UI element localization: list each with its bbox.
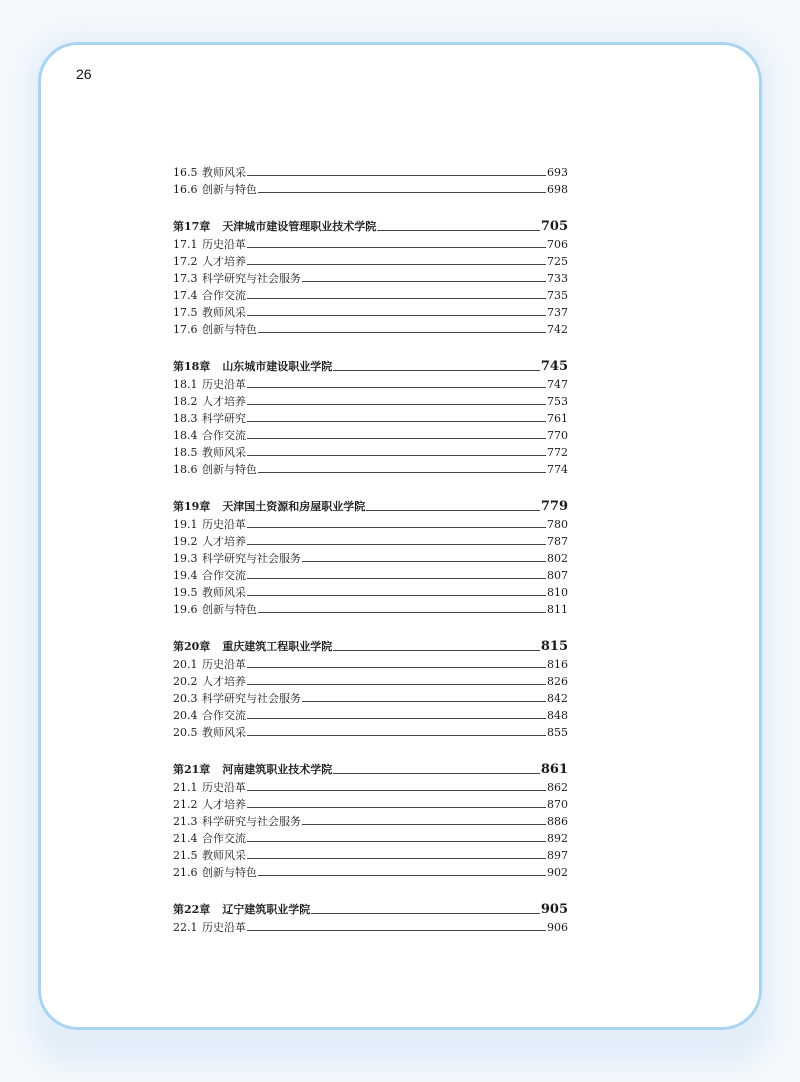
toc-section-row[interactable] [173, 656, 568, 673]
section-title: 人才培养 [202, 395, 246, 408]
leader-line [247, 264, 546, 265]
toc-section-row[interactable] [173, 181, 568, 198]
toc-section-row[interactable] [173, 304, 568, 321]
chapter-page: 815 [540, 639, 568, 654]
toc-section-row[interactable] [173, 567, 568, 584]
table-of-contents [173, 164, 568, 955]
leader-line [247, 595, 546, 596]
toc-section-row[interactable] [173, 444, 568, 461]
section-page: 886 [547, 815, 568, 828]
section-title: 科学研究与社会服务 [202, 815, 301, 828]
section-number: 19.3 [173, 552, 198, 565]
leader-line [302, 561, 546, 562]
leader-line [302, 824, 546, 825]
section-number: 21.4 [173, 832, 198, 845]
leader-line [247, 930, 546, 931]
section-number: 18.6 [173, 463, 198, 476]
section-title: 科学研究 [202, 412, 246, 425]
leader-line [377, 230, 540, 231]
toc-section-row[interactable] [173, 830, 568, 847]
chapter-number: 第22章 [173, 903, 211, 916]
toc-section-row[interactable] [173, 321, 568, 338]
toc-section-row[interactable] [173, 253, 568, 270]
section-number: 16.5 [173, 166, 198, 179]
section-number: 18.3 [173, 412, 198, 425]
section-title: 合作交流 [202, 832, 246, 845]
section-page: 902 [547, 866, 568, 879]
section-title: 教师风采 [202, 166, 246, 179]
section-title: 创新与特色 [202, 603, 257, 616]
leader-line [258, 875, 546, 876]
toc-section-row[interactable] [173, 164, 568, 181]
section-title: 人才培养 [202, 255, 246, 268]
section-number: 19.6 [173, 603, 198, 616]
toc-section-row[interactable] [173, 550, 568, 567]
leader-line [247, 858, 546, 859]
leader-line [366, 510, 540, 511]
toc-section-row[interactable] [173, 270, 568, 287]
toc-section-row[interactable] [173, 533, 568, 550]
section-page: 770 [547, 429, 568, 442]
section-number: 17.3 [173, 272, 198, 285]
section-number: 16.6 [173, 183, 198, 196]
section-title: 合作交流 [202, 289, 246, 302]
toc-chapter [173, 760, 568, 881]
toc-section-row[interactable] [173, 287, 568, 304]
chapter-number: 第20章 [173, 640, 211, 653]
section-number: 17.5 [173, 306, 198, 319]
section-title: 创新与特色 [202, 183, 257, 196]
section-page: 855 [547, 726, 568, 739]
chapter-page: 779 [540, 499, 568, 514]
leader-line [247, 790, 546, 791]
chapter-number: 第19章 [173, 500, 211, 513]
section-title: 合作交流 [202, 569, 246, 582]
toc-section-row[interactable] [173, 724, 568, 741]
section-page: 787 [547, 535, 568, 548]
chapter-page: 905 [540, 902, 568, 917]
section-number: 21.3 [173, 815, 198, 828]
section-title: 合作交流 [202, 429, 246, 442]
section-title: 科学研究与社会服务 [202, 692, 301, 705]
toc-chapter [173, 900, 568, 936]
section-title: 人才培养 [202, 675, 246, 688]
section-number: 21.6 [173, 866, 198, 879]
toc-chapter-heading[interactable] [173, 637, 568, 656]
leader-line [247, 667, 546, 668]
section-page: 842 [547, 692, 568, 705]
chapter-title: 山东城市建设职业学院 [222, 360, 333, 373]
leader-line [247, 735, 546, 736]
toc-chapter [173, 497, 568, 618]
section-title: 科学研究与社会服务 [202, 552, 301, 565]
section-title: 人才培养 [202, 798, 246, 811]
section-title: 历史沿革 [202, 921, 246, 934]
section-title: 科学研究与社会服务 [202, 272, 301, 285]
toc-section-row[interactable] [173, 393, 568, 410]
toc-section-row[interactable] [173, 779, 568, 796]
section-number: 17.6 [173, 323, 198, 336]
section-number: 19.1 [173, 518, 198, 531]
section-page: 892 [547, 832, 568, 845]
leader-line [247, 387, 546, 388]
toc-chapter [173, 164, 568, 198]
leader-line [247, 544, 546, 545]
section-page: 698 [547, 183, 568, 196]
toc-chapter [173, 357, 568, 478]
leader-line [302, 701, 546, 702]
section-title: 创新与特色 [202, 463, 257, 476]
toc-section-row[interactable] [173, 410, 568, 427]
section-page: 780 [547, 518, 568, 531]
toc-section-row[interactable] [173, 376, 568, 393]
section-title: 教师风采 [202, 849, 246, 862]
section-number: 20.3 [173, 692, 198, 705]
section-number: 19.4 [173, 569, 198, 582]
section-page: 735 [547, 289, 568, 302]
leader-line [247, 298, 546, 299]
leader-line [247, 404, 546, 405]
toc-chapter-heading[interactable] [173, 357, 568, 376]
leader-line [247, 455, 546, 456]
chapter-page: 745 [540, 359, 568, 374]
section-page: 761 [547, 412, 568, 425]
section-number: 20.2 [173, 675, 198, 688]
section-page: 733 [547, 272, 568, 285]
leader-line [333, 370, 540, 371]
section-number: 17.2 [173, 255, 198, 268]
leader-line [247, 247, 546, 248]
section-title: 教师风采 [202, 446, 246, 459]
toc-section-row[interactable] [173, 707, 568, 724]
chapter-number: 第17章 [173, 220, 211, 233]
leader-line [247, 718, 546, 719]
toc-section-row[interactable] [173, 813, 568, 830]
leader-line [333, 650, 540, 651]
section-number: 22.1 [173, 921, 198, 934]
section-page: 816 [547, 658, 568, 671]
section-title: 教师风采 [202, 306, 246, 319]
toc-section-row[interactable] [173, 516, 568, 533]
section-page: 747 [547, 378, 568, 391]
section-title: 历史沿革 [202, 518, 246, 531]
leader-line [247, 578, 546, 579]
section-title: 合作交流 [202, 709, 246, 722]
section-title: 教师风采 [202, 586, 246, 599]
section-number: 18.2 [173, 395, 198, 408]
toc-chapter-heading[interactable] [173, 760, 568, 779]
leader-line [247, 315, 546, 316]
leader-line [311, 913, 540, 914]
section-number: 17.4 [173, 289, 198, 302]
section-page: 693 [547, 166, 568, 179]
leader-line [247, 807, 546, 808]
section-page: 810 [547, 586, 568, 599]
toc-section-row[interactable] [173, 847, 568, 864]
toc-chapter-heading[interactable] [173, 497, 568, 516]
section-number: 20.5 [173, 726, 198, 739]
section-title: 历史沿革 [202, 378, 246, 391]
toc-section-row[interactable] [173, 601, 568, 618]
toc-section-row[interactable] [173, 673, 568, 690]
section-title: 教师风采 [202, 726, 246, 739]
leader-line [247, 527, 546, 528]
section-page: 811 [547, 603, 568, 616]
section-title: 创新与特色 [202, 323, 257, 336]
section-page: 807 [547, 569, 568, 582]
leader-line [258, 332, 546, 333]
section-title: 历史沿革 [202, 658, 246, 671]
section-page: 897 [547, 849, 568, 862]
section-number: 19.5 [173, 586, 198, 599]
section-number: 18.5 [173, 446, 198, 459]
section-page: 737 [547, 306, 568, 319]
chapter-title: 重庆建筑工程职业学院 [222, 640, 333, 653]
leader-line [258, 612, 546, 613]
section-page: 802 [547, 552, 568, 565]
leader-line [258, 192, 546, 193]
section-title: 历史沿革 [202, 238, 246, 251]
section-page: 753 [547, 395, 568, 408]
page-number: 26 [76, 66, 92, 82]
leader-line [247, 841, 546, 842]
section-number: 20.4 [173, 709, 198, 722]
chapter-page: 705 [540, 219, 568, 234]
toc-section-row[interactable] [173, 584, 568, 601]
section-page: 906 [547, 921, 568, 934]
section-number: 21.1 [173, 781, 198, 794]
chapter-title: 天津城市建设管理职业技术学院 [222, 220, 377, 233]
section-number: 21.5 [173, 849, 198, 862]
section-page: 772 [547, 446, 568, 459]
section-number: 20.1 [173, 658, 198, 671]
leader-line [247, 175, 546, 176]
section-number: 17.1 [173, 238, 198, 251]
section-title: 人才培养 [202, 535, 246, 548]
toc-chapter-heading[interactable] [173, 900, 568, 919]
toc-section-row[interactable] [173, 236, 568, 253]
leader-line [333, 773, 540, 774]
toc-section-row[interactable] [173, 919, 568, 936]
section-title: 创新与特色 [202, 866, 257, 879]
leader-line [258, 472, 546, 473]
section-page: 848 [547, 709, 568, 722]
section-page: 706 [547, 238, 568, 251]
section-number: 21.2 [173, 798, 198, 811]
toc-chapter [173, 217, 568, 338]
section-page: 725 [547, 255, 568, 268]
toc-section-row[interactable] [173, 461, 568, 478]
leader-line [247, 684, 546, 685]
chapter-title: 河南建筑职业技术学院 [222, 763, 333, 776]
section-number: 18.4 [173, 429, 198, 442]
section-title: 历史沿革 [202, 781, 246, 794]
toc-section-row[interactable] [173, 864, 568, 881]
section-page: 774 [547, 463, 568, 476]
leader-line [247, 421, 546, 422]
chapter-title: 天津国土资源和房屋职业学院 [222, 500, 366, 513]
section-page: 742 [547, 323, 568, 336]
section-page: 862 [547, 781, 568, 794]
toc-chapter-heading[interactable] [173, 217, 568, 236]
leader-line [302, 281, 546, 282]
toc-section-row[interactable] [173, 690, 568, 707]
toc-section-row[interactable] [173, 427, 568, 444]
chapter-number: 第21章 [173, 763, 211, 776]
leader-line [247, 438, 546, 439]
toc-section-row[interactable] [173, 796, 568, 813]
toc-chapter [173, 637, 568, 741]
section-number: 18.1 [173, 378, 198, 391]
chapter-title: 辽宁建筑职业学院 [222, 903, 311, 916]
chapter-number: 第18章 [173, 360, 211, 373]
section-page: 870 [547, 798, 568, 811]
section-number: 19.2 [173, 535, 198, 548]
section-page: 826 [547, 675, 568, 688]
chapter-page: 861 [540, 762, 568, 777]
